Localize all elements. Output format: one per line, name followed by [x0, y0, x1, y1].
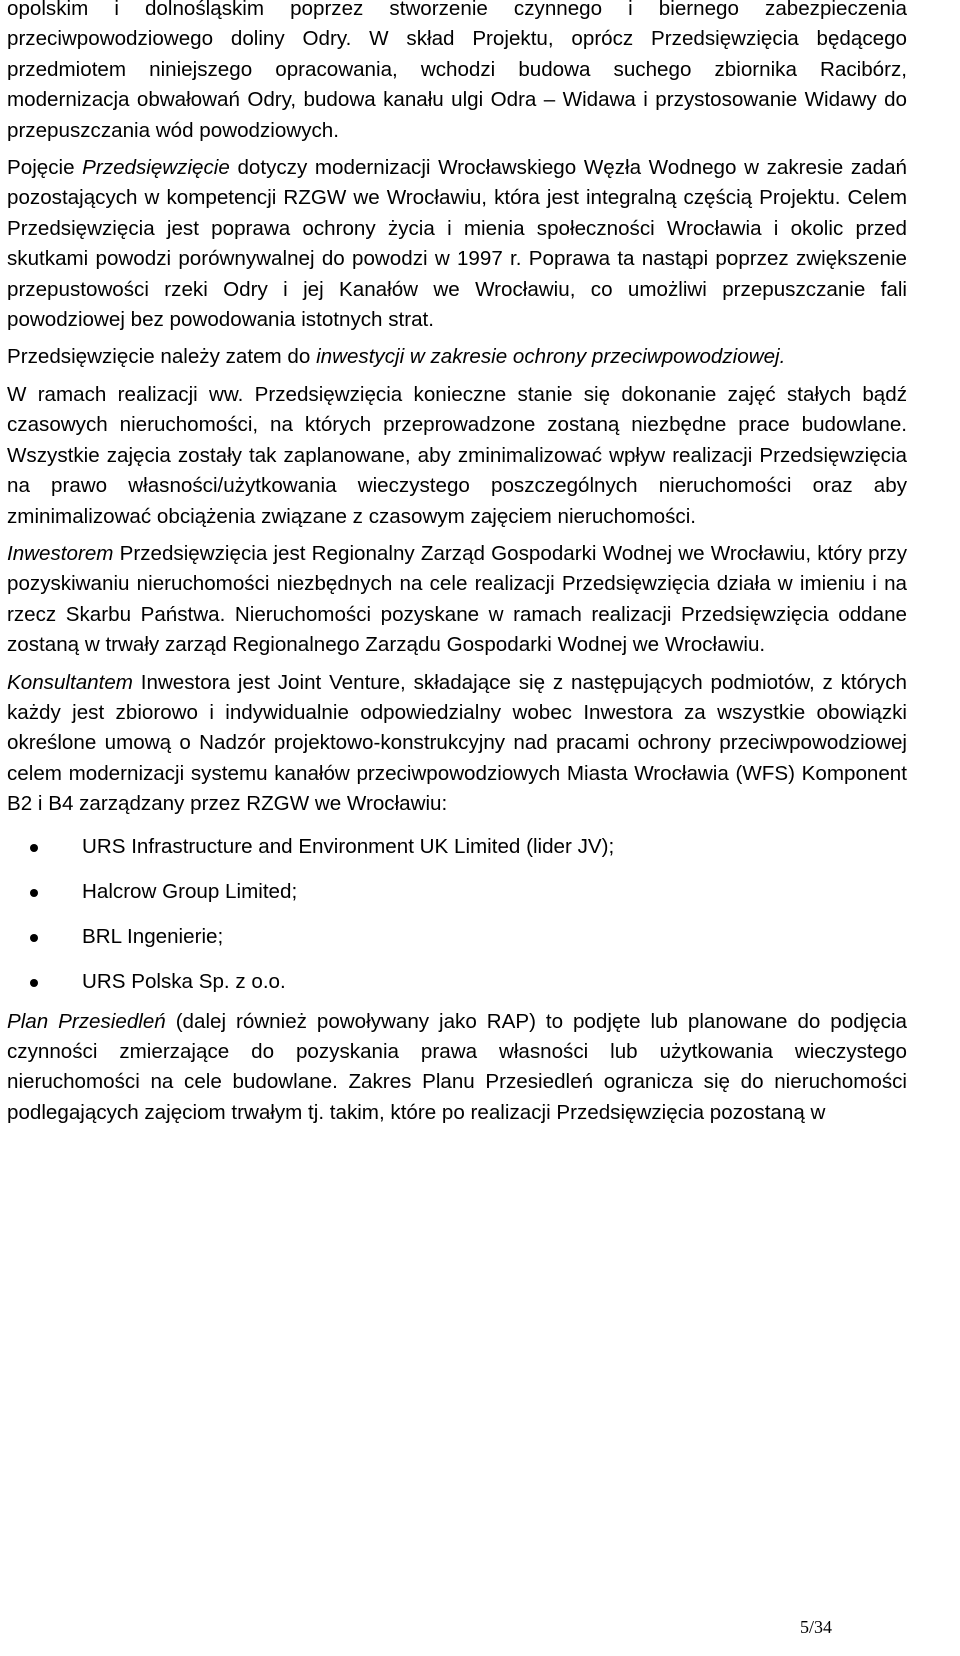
paragraph-definition-inwestor: [7, 539, 907, 661]
paragraph-definition-konsultant: [7, 668, 907, 820]
paragraph-definition-plan-przesiedlen: [7, 1007, 907, 1129]
list-item-text: BRL Ingenierie;: [82, 924, 224, 948]
list-item: [7, 922, 907, 952]
list-item: [7, 832, 907, 862]
paragraph-investment-category: [7, 342, 907, 372]
paragraph-property-acquisition: [7, 380, 907, 532]
document-page: [7, 0, 907, 1135]
paragraph-project-scope: [7, 0, 907, 146]
bullet-icon: [30, 979, 38, 987]
paragraph-text: Przedsięwzięcia jest Regionalny Zarząd Gospodarki Wodnej we Wrocławiu, który przy pozyskiwaniu nieruchomości niezbędnych na cele realizacji Przedsięwzięcia działa w imieniu i na rzecz Skarbu Państwa. Nieruchomości pozyskane w ramach realizacji Przedsięwzięcia oddane zostaną w trwały zarząd Regionalnego Zarządu Gospodarki Wodnej we Wrocławiu.: [7, 541, 907, 657]
consortium-list: [7, 832, 907, 997]
paragraph-text: dotyczy modernizacji Wrocławskiego Węzła Wodnego w zakresie zadań pozostających w kompetencji RZGW we Wrocławiu, która jest integralną częścią Projektu. Celem Przedsięwzięcia jest poprawa ochrony życia i mienia społeczności Wrocławia i okolic przed skutkami powodzi porównywalnej do powodzi w 1997 r. Poprawa ta nastąpi poprzez zwiększenie przepustowości rzeki Odry i jej Kanałów we Wrocławiu, co umożliwi przepuszczanie fali powodziowej bez powodowania istotnych strat.: [7, 156, 907, 332]
page-number: 5/34: [800, 1617, 833, 1637]
list-item-text: URS Infrastructure and Environment UK Limited (lider JV);: [82, 834, 615, 858]
paragraph-text: Inwestora jest Joint Venture, składające się z następujących podmiotów, z których każdy jest zbiorowo i indywidualnie odpowiedzialny wobec Inwestora za wszystkie obowiązki określone umową o Nadzór projektowo-konstrukcyjny nad pracami ochrony przeciwpowodziowej celem modernizacji systemu kanałów przeciwpowodziowych Miasta Wrocławia (WFS) Komponent B2 i B4 zarządzany przez RZGW we Wrocławiu:: [7, 670, 907, 816]
defined-term: Inwestorem: [7, 541, 114, 565]
defined-term: Przedsięwzięcie: [82, 156, 230, 180]
paragraph-text-lead: Pojęcie: [7, 156, 83, 180]
paragraph-text: W ramach realizacji ww. Przedsięwzięcia konieczne stanie się dokonanie zajęć stałych bądź czasowych nieruchomości, na których przeprowadzone zostaną niezbędne prace budowlane. Wszystkie zajęcia zostały tak zaplanowane, aby zminimalizować wpływ realizacji Przedsięwzięcia na prawo własności/użytkowania wieczystego poszczególnych nieruchomości oraz aby zminimalizować obciążenia związane z czasowym zajęciem nieruchomości.: [7, 382, 907, 528]
paragraph-text: (dalej również powoływany jako RAP) to podjęte lub planowane do podjęcia czynności zmierzające do pozyskania prawa własności lub użytkowania wieczystego nieruchomości na cele budowlane. Zakres Planu Przesiedleń ogranicza się do nieruchomości podlegających zajęciom trwałym tj. takim, które po realizacji Przedsięwzięcia pozostaną w: [7, 1009, 908, 1124]
list-item: [7, 877, 907, 907]
paragraph-text: opolskim i dolnośląskim poprzez stworzenie czynnego i biernego zabezpieczenia przeciwpowodziowego doliny Odry. W skład Projektu, oprócz Przedsięwzięcia będącego przedmiotem niniejszego opracowania, wchodzi budowa suchego zbiornika Racibórz, modernizacja obwałowań Odry, budowa kanału ulgi Odra – Widawa i przystosowanie Widawy do przepuszczania wód powodziowych.: [7, 0, 907, 142]
defined-term: Konsultantem: [7, 670, 133, 694]
paragraph-text-lead: Przedsięwzięcie należy zatem do: [7, 345, 317, 369]
list-item-text: URS Polska Sp. z o.o.: [82, 969, 286, 993]
defined-term: Plan Przesiedleń: [7, 1009, 166, 1033]
defined-term: inwestycji w zakresie ochrony przeciwpowodziowej.: [316, 345, 786, 369]
list-item-text: Halcrow Group Limited;: [82, 879, 298, 903]
paragraph-definition-przedsiewziecie: [7, 153, 907, 335]
bullet-icon: [30, 844, 38, 852]
bullet-icon: [30, 934, 38, 942]
bullet-icon: [30, 889, 38, 897]
list-item: [7, 967, 907, 997]
